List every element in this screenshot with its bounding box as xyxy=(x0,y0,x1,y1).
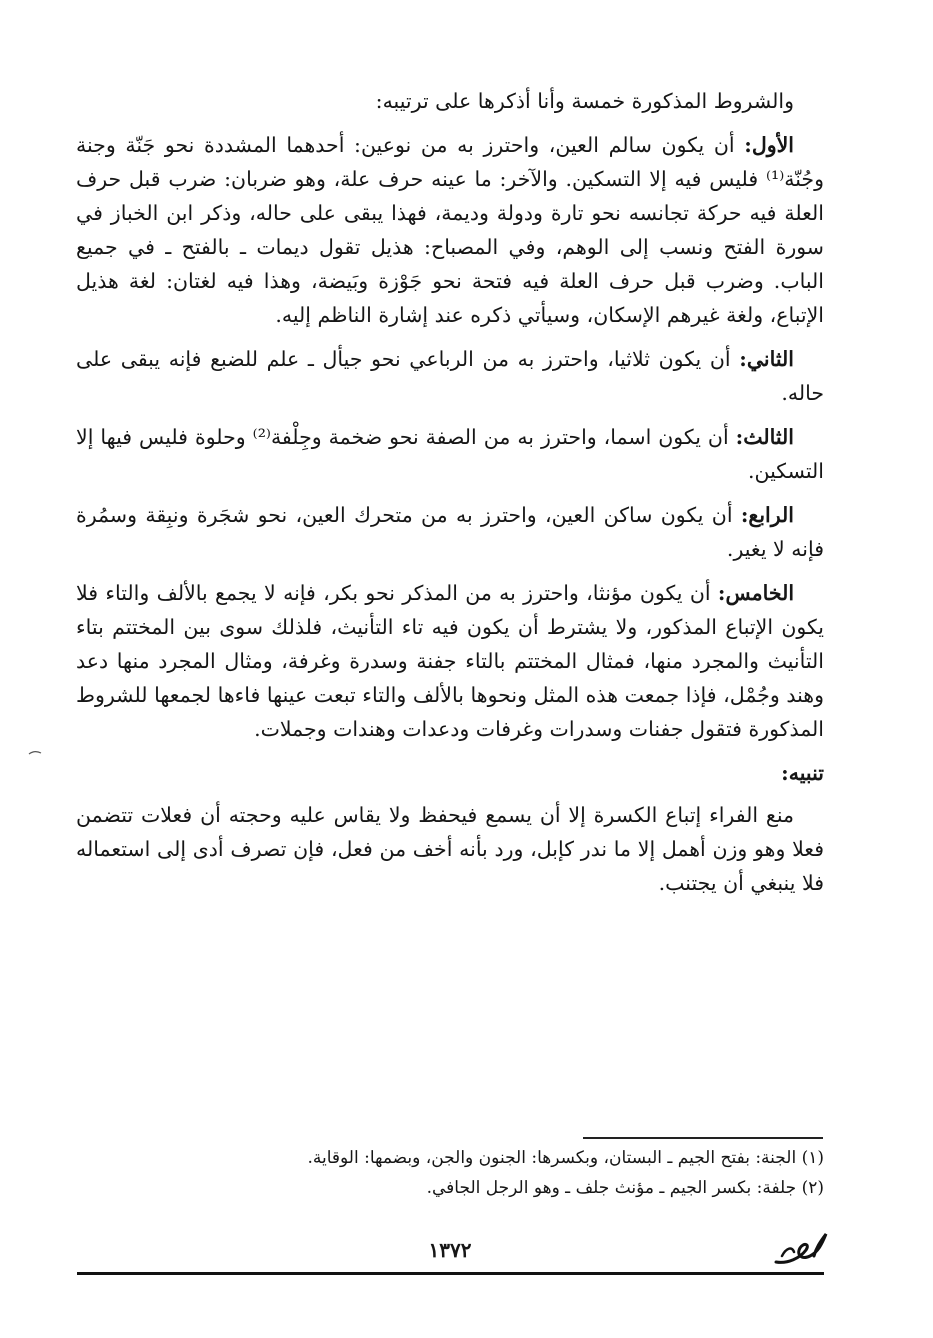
intro-line: والشروط المذكورة خمسة وأنا أذكرها على ترتيبه: xyxy=(375,89,794,113)
notice-text: منع الفراء إتباع الكسرة إلا أن يسمع فيحفظ ولا يقاس عليه وحجته أن فعلات تتضمن فعلا وهو وزن أهمل إلا ما ندر كإبل، ورد بأنه أخف من فعل، فإن تصرف أدى إلى استعماله فلا ينبغي أن يجتنب. xyxy=(76,803,824,895)
condition-second-text: أن يكون ثلاثيا، واحترز به من الرباعي نحو جيأل ـ علم للضبع فإنه يبقى على حاله. xyxy=(76,347,824,405)
condition-first xyxy=(76,128,824,332)
footnote-divider xyxy=(583,1137,823,1139)
condition-fifth-text: أن يكون مؤنثا، واحترز به من المذكر نحو بكر، فإنه لا يجمع بالألف والتاء فلا يكون الإتباع المذكور، ولا يشترط أن يكون فيه تاء التأنيث، فلذلك سوى بين المختتم بتاء التأنيث والمجرد منها، فمثال المختتم بالتاء جفنة وسدرة وغرفة، ومثال المجرد منها دعد وهند وجُمْل، فإذا جمعت هذه المثل ونحوها بالألف والتاء تبعت عينها فاءها لجمعها للشروط المذكورة فتقول جفنات وسدرات وغرفات ودعدات وهندات وجملات. xyxy=(76,581,824,741)
notice-heading: تنبيه: xyxy=(781,761,824,785)
condition-first-label: الأول: xyxy=(744,133,794,157)
condition-fourth-text: أن يكون ساكن العين، واحترز به من متحرك العين، نحو شجَرة ونبِقة وسمُرة فإنه لا يغير. xyxy=(76,503,824,561)
condition-fourth-label: الرابع: xyxy=(740,503,794,527)
footnote-1: (١) الجنة: بفتح الجيم ـ البستان، وبكسرها: الجنون والجن، وبضمها: الوقاية. xyxy=(307,1148,824,1168)
condition-third xyxy=(76,420,824,488)
condition-fourth xyxy=(76,498,824,566)
footnotes xyxy=(190,1143,824,1203)
condition-second-label: الثاني: xyxy=(739,347,794,371)
page-body xyxy=(76,84,824,910)
condition-fifth xyxy=(76,576,824,746)
page-number: ١٣٧٢ xyxy=(428,1238,472,1262)
condition-third-label: الثالث: xyxy=(735,425,794,449)
bottom-rule xyxy=(77,1272,824,1275)
condition-first-text: أن يكون سالم العين، واحترز به من نوعين: أحدهما المشددة نحو جَنّة وجنة وجُنّة⁽¹⁾ فليس فيه إلا التسكين. والآخر: ما عينه حرف علة، وهو ضربان: ضرب قبل حرف العلة فيه حركة تجانسه نحو تارة ودولة وديمة، فهذا يبقى على حاله، وذكر ابن الخباز في سورة الفتح ونسب إلى الوهم، وفي المصباح: هذيل تقول ديمات ـ بالفتح ـ في جميع الباب. وضرب قبل حرف العلة فيه فتحة نحو جَوْزة وبَيضة، وهذا فيه لغتان: لغة هذيل الإتباع، ولغة غيرهم الإسكان، وسيأتي ذكره عند إشارة الناظم إليه. xyxy=(76,133,824,327)
condition-fifth-label: الخامس: xyxy=(717,581,795,605)
footnote-2: (٢) جلفة: بكسر الجيم ـ مؤنث جلف ـ وهو الرجل الجافي. xyxy=(426,1178,824,1198)
signature-flourish-icon xyxy=(770,1218,832,1272)
condition-third-text: أن يكون اسما، واحترز به من الصفة نحو ضخمة وجِلْفة⁽²⁾ وحلوة فليس فيها إلا التسكين. xyxy=(76,425,824,483)
condition-second xyxy=(76,342,824,410)
scan-mark xyxy=(28,750,42,756)
